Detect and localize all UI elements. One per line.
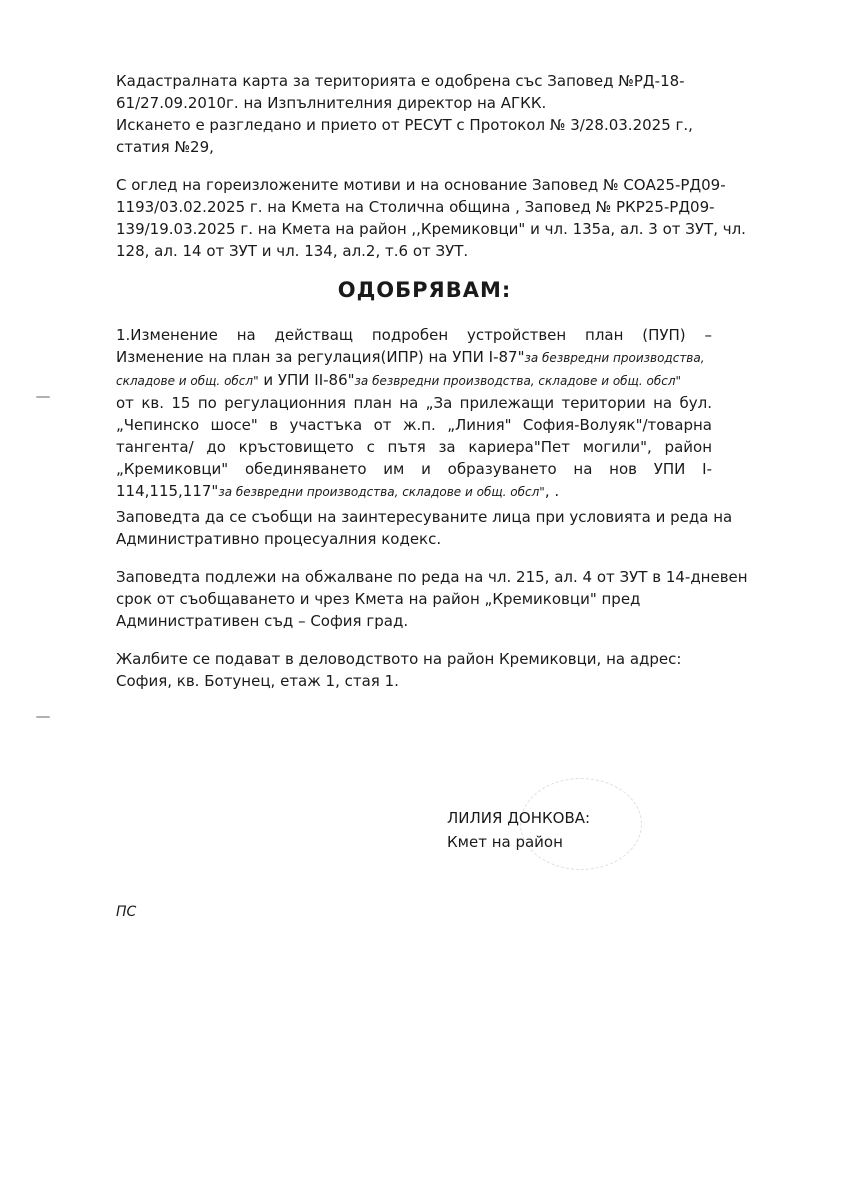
text-line: 1.Изменение на действащ подробен устройствен план (ПУП) – xyxy=(116,326,712,344)
text-line: София, кв. Ботунец, етаж 1, стая 1. xyxy=(116,672,399,690)
text-line: Заповедта да се съобщи на заинтересуваните лица при условията и реда на xyxy=(116,508,733,526)
legal-grounds-paragraph xyxy=(116,174,746,262)
signatory-name: ЛИЛИЯ ДОНКОВА: xyxy=(447,809,591,827)
complaints-paragraph xyxy=(116,648,716,692)
text-line: 139/19.03.2025 г. на Кмета на район ,,Кремиковци" и чл. 135а, ал. 3 от ЗУТ, чл. xyxy=(116,220,746,238)
signatory-title: Кмет на район xyxy=(447,833,563,851)
order-heading: ОДОБРЯВАМ: xyxy=(337,278,512,302)
text-line: „Кремиковци" обединяването им и образуването на нов УПИ I- xyxy=(116,460,712,478)
text-line: 61/27.09.2010г. на Изпълнителния директор на АГКК. xyxy=(116,94,547,112)
text-line: С оглед на гореизложените мотиви и на основание Заповед № СОА25-РД09- xyxy=(116,176,726,194)
text-line: 1193/03.02.2025 г. на Кмета на Столична община , Заповед № РКР25-РД09- xyxy=(116,198,715,216)
punch-hole-mark xyxy=(36,716,50,718)
punch-hole-mark xyxy=(36,396,50,398)
text-line: срок от съобщаването и чрез Кмета на район „Кремиковци" пред xyxy=(116,590,641,608)
cadastral-map-paragraph xyxy=(116,70,716,158)
preparer-initials: ПС xyxy=(116,904,137,920)
text-line: статия №29, xyxy=(116,138,214,156)
text-line: Административно процесуалния кодекс. xyxy=(116,530,442,548)
signature-block xyxy=(447,806,590,854)
text-line: Изменение на план за регулация(ИПР) на УПИ I-87"за безвредни производства, xyxy=(116,348,705,366)
text-line: „Чепинско шосе" в участъка от ж.п. „Линия" София-Волуяк"/товарна xyxy=(116,416,712,434)
text-line: складове и общ. обсл" и УПИ II-86"за безвредни производства, складове и общ. обсл" xyxy=(116,371,682,389)
text-line: 128, ал. 14 от ЗУТ и чл. 134, ал.2, т.6 от ЗУТ. xyxy=(116,242,469,260)
appeal-paragraph xyxy=(116,566,748,632)
notification-paragraph xyxy=(116,506,733,550)
text-line: Кадастралната карта за територията е одобрена със Заповед №РД-18- xyxy=(116,72,685,90)
text-line: от кв. 15 по регулационния план на „За прилежащи територии на бул. xyxy=(116,394,712,412)
decision-paragraph xyxy=(116,324,712,503)
text-line: тангента/ до кръстовището с пътя за кариера"Пет могили", район xyxy=(116,438,712,456)
text-line: Жалбите се подават в деловодството на район Кремиковци, на адрес: xyxy=(116,650,682,668)
text-line: Искането е разгледано и прието от РЕСУТ с Протокол № 3/28.03.2025 г., xyxy=(116,116,693,134)
text-line: Заповедта подлежи на обжалване по реда на чл. 215, ал. 4 от ЗУТ в 14-дневен xyxy=(116,568,748,586)
text-line: Административен съд – София град. xyxy=(116,612,409,630)
text-line: 114,115,117"за безвредни производства, складове и общ. обсл", . xyxy=(116,482,560,500)
